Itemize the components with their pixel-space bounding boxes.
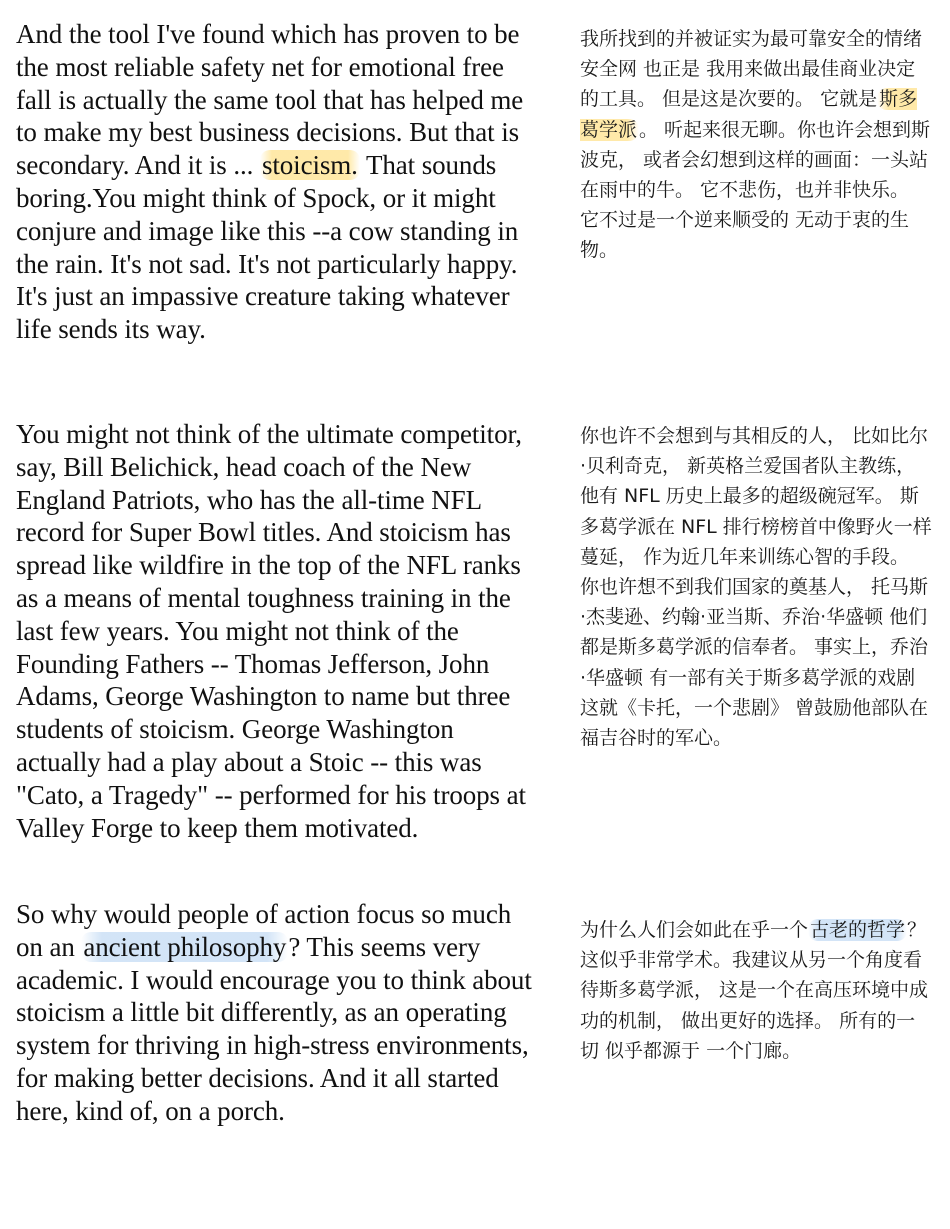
highlighted-term-ancient-philosophy-zh[interactable]: 古老的哲学: [810, 919, 906, 941]
chinese-text: 你也许不会想到与其相反的人， 比如比尔·贝利奇克， 新英格兰爱国者队主教练， 他有 NFL 历史上最多的超级碗冠军。 斯多葛学派在 NFL 排行榜榜首中像野火一样蔓延， 作为近几年来训练心智的手段。 你也许想不到我们国家的奠基人， 托马斯·杰斐逊、约翰·亚当斯、乔治·华盛顿 他们都是斯多葛学派的信奉者。 事实上，乔治·华盛顿 有一部有关于斯多葛学派的戏剧 这就《卡托，一个悲剧》 曾鼓励他部队在福吉谷时的军心。: [580, 425, 932, 750]
chinese-paragraph-1: [580, 24, 932, 266]
chinese-text: 为什么人们会如此在乎一个: [580, 919, 809, 941]
highlighted-term-stoicism-zh[interactable]: 斯多葛学派: [580, 88, 918, 141]
highlighted-term-stoicism[interactable]: stoicism.: [261, 150, 358, 181]
english-text: You might not think of the ultimate competitor, say, Bill Belichick, head coach of the New England Patriots, who has the all-time NFL record for Super Bowl titles. And stoicism has spread like wildfire in the top of the NFL ranks as a means of mental toughness training in the last few years. You might not think of the Founding Fathers -- Thomas Jefferson, John Adams, George Washington to name but three students of stoicism. George Washington actually had a play about a Stoic -- this was "Cato, a Tragedy" -- performed for his troops at Valley Forge to keep them motivated.: [16, 419, 526, 843]
chinese-text: 。 听起来很无聊。你也许会想到斯波克， 或者会幻想到这样的画面：一头站在雨中的牛。 它不悲伤，也并非快乐。 它不过是一个逆来顺受的 无动于衷的生物。: [580, 118, 931, 262]
english-paragraph-2: [16, 418, 536, 844]
chinese-paragraph-2: [580, 421, 932, 753]
chinese-text: ？ 这似乎非常学术。我建议从另一个角度看待斯多葛学派， 这是一个在高压环境中成功的机制， 做出更好的选择。 所有的一切 似乎都源于 一个门廊。: [580, 919, 929, 1062]
english-text: And the tool I've found which has proven to be the most reliable safety net for emotional free fall is actually the same tool that has helped me to make my best business decisions. But that is secondary. And it is ...: [16, 19, 524, 181]
highlighted-term-ancient-philosophy[interactable]: ancient philosophy: [83, 931, 287, 962]
english-text: ? This seems very academic. I would encourage you to think about stoicism a little bit differently, as an operating system for thriving in high-stress environments, for making better decisions. And it all started here, kind of, on a porch.: [16, 931, 532, 1126]
chinese-text: 我所找到的并被证实为最可靠安全的情绪安全网 也正是 我用来做出最佳商业决定的工具。 但是这是次要的。 它就是: [580, 28, 923, 111]
english-paragraph-1: [16, 18, 536, 346]
english-text: That sounds boring.You might think of Spock, or it might conjure and image like this --a cow standing in the rain. It's not sad. It's not particularly happy. It's just an impassive creature taking whatever life sends its way.: [16, 150, 519, 345]
english-paragraph-3: [16, 898, 536, 1128]
english-text: So why would people of action focus so much on an: [16, 899, 512, 962]
chinese-paragraph-3: [580, 915, 932, 1066]
